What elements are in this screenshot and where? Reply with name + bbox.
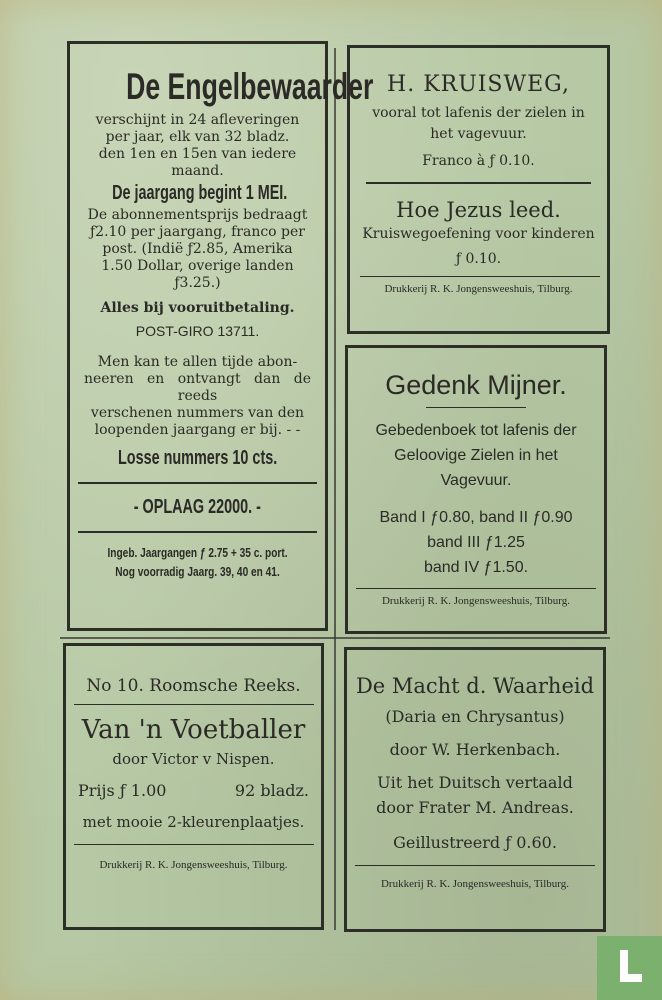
author: door Victor v Nispen. [112, 750, 275, 768]
ad-title: Van 'n Voetballer [81, 715, 306, 745]
start-date: De jaargang begint 1 MEI. [112, 182, 288, 204]
sub-line: Geloovige Zielen in het [394, 447, 558, 464]
prepay-note: Alles bij vooruitbetaling. [100, 300, 295, 316]
translation-line: Uit het Duitsch vertaald [377, 773, 573, 792]
vertical-divider [334, 48, 336, 930]
rule [360, 276, 600, 277]
rule [78, 482, 317, 484]
sub-line: Gebedenboek tot lafenis der [375, 422, 577, 439]
note-line: Men kan te allen tijde abon- [97, 354, 298, 370]
intro-line: per jaar, elk van 32 bladz. [105, 129, 290, 145]
price: ƒ 0.10. [455, 251, 502, 267]
price: Geillustreerd ƒ 0.60. [393, 833, 557, 852]
ad-engelbewaarder [67, 41, 374, 631]
rule [356, 588, 596, 589]
horizontal-divider [60, 637, 610, 639]
ad-voetballer [63, 643, 324, 930]
rule [366, 182, 591, 184]
printer-credit: Drukkerij R. K. Jongensweeshuis, Tilburg. [99, 859, 288, 871]
price: Prijs ƒ 1.00 [78, 781, 167, 800]
sub-line: vooral tot lafenis der zielen in [372, 105, 585, 121]
translation-line: door Frater M. Andreas. [376, 798, 574, 817]
price-line: 1.50 Dollar, overige landen [101, 258, 294, 274]
page-count: 92 bladz. [234, 781, 309, 800]
printer-credit: Drukkerij R. K. Jongensweeshuis, Tilburg. [381, 595, 571, 607]
ad-gedenk-mijner [345, 345, 607, 634]
sub-line: het vagevuur. [430, 126, 527, 142]
printer-credit: Drukkerij R. K. Jongensweeshuis, Tilburg. [380, 878, 570, 890]
intro-line: verschijnt in 24 afleveringen [95, 112, 300, 128]
ad-title: H. KRUISWEG, [387, 72, 570, 97]
author: door W. Herkenbach. [389, 740, 561, 759]
bound-volumes: Ingeb. Jaargangen ƒ 2.75 + 35 c. port. [107, 545, 288, 560]
rule [78, 531, 317, 533]
ad-kruisweg [347, 45, 610, 334]
price-line: post. (Indië ƒ2.85, Amerika [102, 241, 293, 257]
price-line: ƒ2.10 per jaargang, franco per [89, 224, 305, 240]
print-run: - OPLAAG 22000. - [133, 496, 262, 518]
rule [74, 844, 314, 845]
rule [74, 704, 314, 705]
intro-line: den 1en en 15en van iedere maand. [98, 146, 297, 179]
price-line: band III ƒ1.25 [427, 534, 525, 551]
loose-numbers: Losse nummers 10 cts. [117, 447, 278, 469]
printer-credit: Drukkerij R. K. Jongensweeshuis, Tilburg. [384, 283, 573, 295]
price-line: band IV ƒ1.50. [423, 559, 529, 576]
rule [426, 407, 526, 408]
note-line: verschenen nummers van den [90, 405, 305, 421]
price-line: Band I ƒ0.80, band II ƒ0.90 [379, 509, 573, 526]
price-line: De abonnementsprijs bedraagt [87, 207, 308, 223]
ad-title: De Macht d. Waarheid [355, 674, 595, 698]
subtitle: (Daria en Chrysantus) [385, 707, 565, 726]
note-line: neeren en ontvangt dan de reeds [84, 371, 311, 404]
extra-note: met mooie 2-kleurenplaatjes. [82, 813, 305, 831]
stock-note: Nog voorradig Jaarg. 39, 40 en 41. [115, 564, 280, 579]
note-line: loopenden jaargang er bij. - - [94, 422, 301, 438]
giro-number: POST-GIRO 13711. [135, 323, 260, 339]
ad-macht-der-waarheid [344, 647, 606, 932]
L-icon [597, 936, 662, 1000]
series-label: No 10. Roomsche Reeks. [86, 676, 301, 696]
rule [355, 865, 595, 866]
price: Franco à ƒ 0.10. [422, 153, 535, 169]
ad-title: De Engelbewaarder [126, 66, 374, 107]
sub-line: Kruiswegoefening voor kinderen [362, 226, 595, 242]
ad-title-2: Hoe Jezus leed. [396, 198, 561, 222]
ad-title: Gedenk Mijner. [385, 370, 567, 400]
price-line: ƒ3.25.) [174, 275, 221, 291]
sub-line: Vagevuur. [440, 472, 512, 489]
